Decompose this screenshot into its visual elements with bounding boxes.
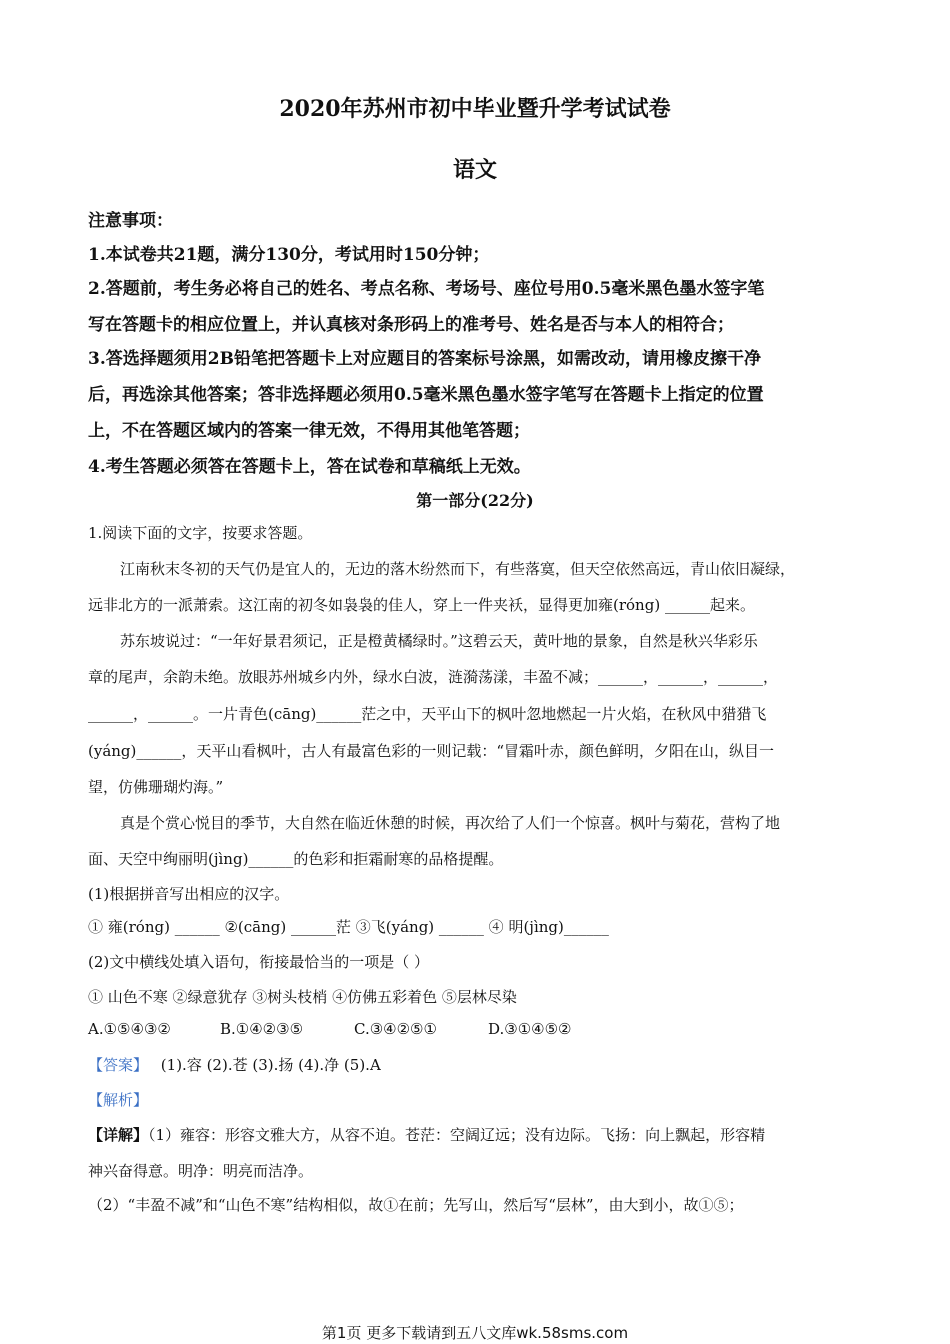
passage-line: 苏东坡说过：“一年好景君须记，正是橙黄橘绿时。”这碧云天，黄叶地的景象，自然是秋兴华彩乐 [120,632,758,650]
note-line: 1.本试卷共21题，满分130分，考试用时150分钟； [88,245,490,265]
note-line: 写在答题卡的相应位置上，并认真核对条形码上的准考号、姓名是否与本人的相符合； [88,315,734,335]
passage-line: ______，______。一片青色(cāng)______茫之中，天平山下的枫叶忽地燃起一片火焰，在秋风中猎猎飞 [88,705,767,723]
page-footer: 第1页 更多下载请到五八文库wk.58sms.com [321,1324,629,1342]
passage-line: 章的尾声，余韵未绝。放眼苏州城乡内外，绿水白波，涟漪荡漾，丰盈不减；______，______，______， [88,668,779,686]
choice-c: C.③④②⑤① [354,1020,437,1038]
note-line: 后，再选涂其他答案；答非选择题必须用0.5毫米黑色墨水签字笔写在答题卡上指定的位置 [88,385,764,405]
passage-line: 远非北方的一派萧索。这江南的初冬如袅袅的佳人，穿上一件夹袄，显得更加雍(róng) ______起来。 [88,596,755,614]
passage-line: 真是个赏心悦目的季节，大自然在临近休憩的时候，再次给了人们一个惊喜。枫叶与菊花，营构了地 [120,814,781,832]
detail-line [88,1124,765,1145]
sub-question-1-items: ① 雍(róng) ______ ②(cāng) ______茫 ③飞(yáng) ______ ④ 明(jìng)______ [88,918,609,936]
section-title: 第一部分(22分) [416,491,534,510]
sub-question-1: (1)根据拼音写出相应的汉字。 [88,885,290,903]
passage-line: 望，仿佛珊瑚灼海。” [88,778,224,796]
analysis-tag: 【解析】 [88,1091,149,1109]
detail-line: 神兴奋得意。明净：明亮而洁净。 [88,1162,314,1180]
sub-question-2: (2)文中横线处填入语句，衔接最恰当的一项是（ ） [88,953,430,971]
question-prompt: 1.阅读下面的文字，按要求答题。 [88,524,313,542]
passage-line: (yáng)______，天平山看枫叶，古人有最富色彩的一则记载：“冒霜叶赤，颜色鲜明，夕阳在山，纵目一 [88,742,775,760]
note-line: 2.答题前，考生务必将自己的姓名、考点名称、考场号、座位号用0.5毫米黑色墨水签字笔 [88,279,765,299]
answer-text: (1).容 (2).苍 (3).扬 (4).净 (5).A [160,1056,381,1074]
answer-line [88,1054,381,1075]
note-line: 上，不在答题区域内的答案一律无效，不得用其他笔答题； [88,421,530,441]
sub-question-2-items: ① 山色不寒 ②绿意犹存 ③树头枝梢 ④仿佛五彩着色 ⑤层林尽染 [88,988,517,1006]
choice-d: D.③①④⑤② [488,1020,572,1038]
subject-title: 语文 [452,157,497,183]
detail-line: （2）“丰盈不减”和“山色不寒”结构相似，故①在前；先写山，然后写“层林”，由大到小，故①⑤； [88,1196,744,1214]
passage-line: 面、天空中绚丽明(jìng)______的色彩和拒霜耐寒的品格提醒。 [88,850,504,868]
passage-line: 江南秋末冬初的天气仍是宜人的，无边的落木纷然而下，有些落寞，但天空依然高远，青山依旧凝绿， [120,560,796,578]
detail-text: （1）雍容：形容文雅大方，从容不迫。苍茫：空阔辽远；没有边际。飞扬：向上飘起，形容精 [148,1126,766,1144]
choice-b: B.①④②③⑤ [220,1020,304,1038]
notes-heading: 注意事项： [88,211,173,231]
detail-tag: 【详解】 [88,1126,149,1144]
note-line: 4.考生答题必须答在答题卡上，答在试卷和草稿纸上无效。 [88,457,531,477]
note-line: 3.答选择题须用2B铅笔把答题卡上对应题目的答案标号涂黑，如需改动，请用橡皮擦干净 [88,349,761,369]
answer-tag: 【答案】 [88,1056,149,1074]
exam-title: 2020年苏州市初中毕业暨升学考试试卷 [279,96,671,122]
choice-a: A.①⑤④③② [88,1020,171,1038]
